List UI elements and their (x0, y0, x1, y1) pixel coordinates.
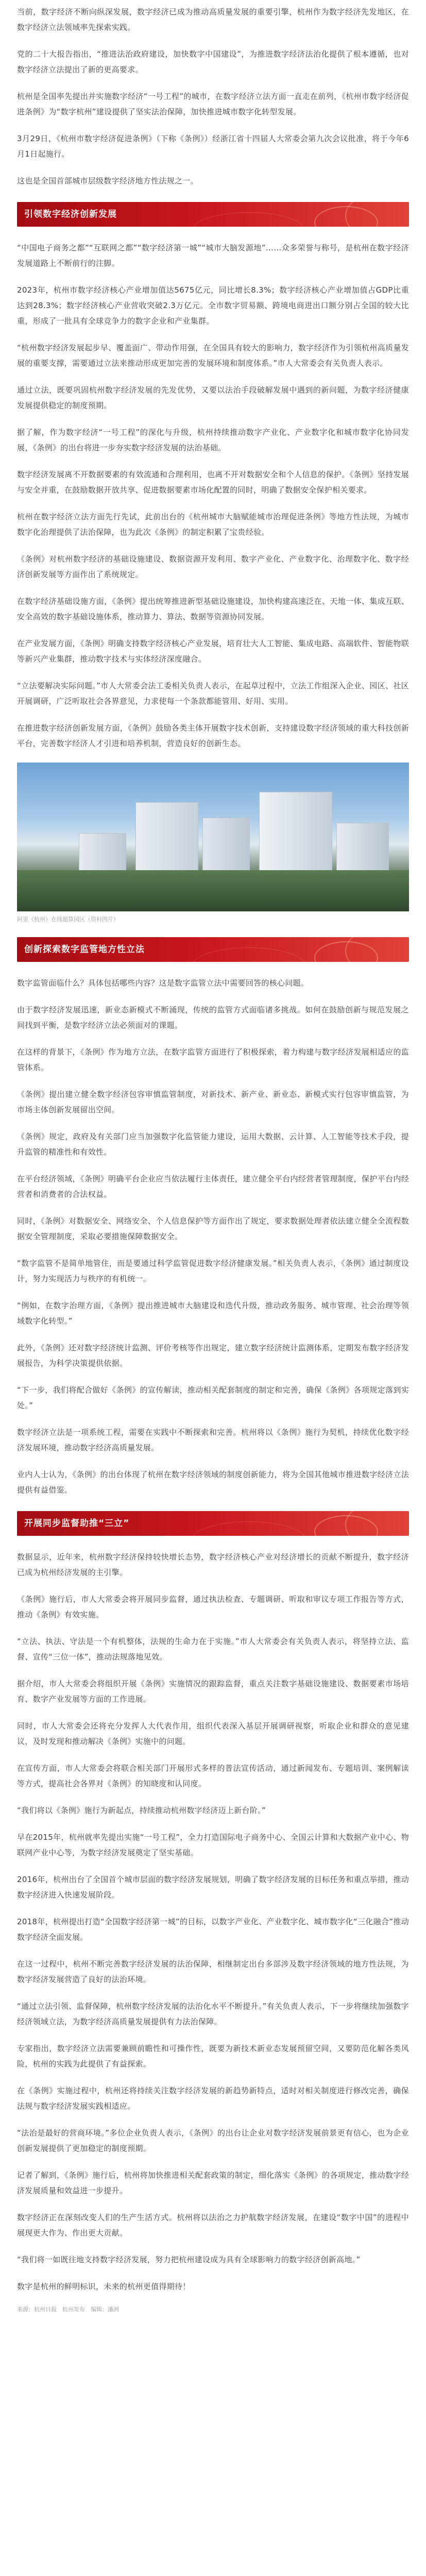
intro-paragraph-2: 党的二十大报告指出，“推进法治政府建设，加快数字中国建设”，为推进数字经济法治化提供了根本遵循，也对数字经济立法提出了新的更高要求。 (17, 49, 409, 74)
section1-paragraph: 在推进数字经济创新发展方面，《条例》鼓励各类主体开展数字技术创新，支持建设数字经济领域的重大科技创新平台，完善数字经济人才引进和培养机制，营造良好的创新生态。 (17, 723, 409, 748)
section2-paragraph: 数字经济立法是一项系统工程，需要在实践中不断探索和完善。杭州将以《条例》施行为契机，持续优化数字经济发展环境，推动数字经济高质量发展。 (17, 1428, 409, 1452)
section2-paragraph: 《条例》提出建立健全数字经济包容审慎监管制度，对新技术、新产业、新业态、新模式实行包容审慎监管，为市场主体创新发展留出空间。 (17, 1090, 409, 1114)
section1-paragraph: “中国电子商务之都”“互联网之都”“数字经济第一城”“城市大脑发源地”……众多荣誉与称号，是杭州在数字经济发展道路上不断前行的注脚。 (17, 243, 409, 268)
intro-paragraph-5: 这也是全国首部城市层级数字经济地方性法规之一。 (17, 176, 198, 185)
banner-decoration (345, 202, 409, 227)
section2-paragraph: 由于数字经济发展迅速，新业态新模式不断涌现，传统的监管方式面临诸多挑战。如何在鼓励创新与规范发展之间找到平衡，是数字经济立法必须面对的课题。 (17, 1005, 409, 1030)
section2-paragraph: 同时，《条例》对数据安全、网络安全、个人信息保护等方面作出了规定，要求数据处理者依法建立健全全流程数据安全管理制度，采取必要措施保障数据安全。 (17, 1216, 409, 1241)
photo-building (135, 802, 198, 880)
section3-paragraph: 专家指出，数字经济立法需要兼顾前瞻性和可操作性，既要为新技术新业态发展预留空间，又要防范化解各类风险，杭州的实践为此提供了有益探索。 (17, 2044, 409, 2069)
section-title-2: 创新探索数字监管地方性立法 (24, 944, 145, 955)
section1-paragraph: 《条例》对杭州数字经济的基础设施建设、数据资源开发利用、数字产业化、产业数字化、治理数字化、数字经济创新发展等方面作出了系统规定。 (17, 554, 409, 579)
section3-paragraph: 2018年，杭州提出打造“全国数字经济第一城”的目标，以数字产业化、产业数字化、城市数字化“三化融合”推动数字经济全面发展。 (17, 1917, 409, 1942)
intro-paragraph-4: 3月29日，《杭州市数字经济促进条例》（下称《条例》）经浙江省十四届人大常委会第九次会议批准，将于今年6月1日起施行。 (17, 134, 409, 159)
section1-paragraph: 杭州在数字经济立法方面先行先试，此前出台的《杭州城市大脑赋能城市治理促进条例》等地方性法规，为城市数字化治理提供了法治保障，也为此次《条例》的制定积累了宝贵经验。 (17, 512, 409, 537)
section2-paragraph: 在这样的背景下，《条例》作为地方立法，在数字监管方面进行了积极探索，着力构建与数字经济发展相适应的监管体系。 (17, 1047, 409, 1072)
section-banner-1 (17, 202, 409, 227)
photo-trees (17, 870, 409, 911)
section1-paragraph: “杭州数字经济发展起步早、覆盖面广、带动作用强，在全国具有较大的影响力，数字经济作为引领杭州高质量发展的重要支撑，需要通过立法来推动形成更加完善的发展环境和制度体系。”市人大常委会有关负责人表示。 (17, 343, 409, 368)
banner-decoration (345, 937, 409, 962)
section1-paragraph: “立法要解决实际问题。”市人大常委会法工委相关负责人表示，在起草过程中，立法工作组深入企业、园区、社区开展调研，广泛听取社会各界意见，力求使每一个条款都能管用、好用、实用。 (17, 681, 409, 706)
section3-paragraph: “我们将一如既往地支持数字经济发展，努力把杭州建设成为具有全球影响力的数字经济创新高地。” (17, 2255, 361, 2264)
banner-decoration (192, 947, 306, 962)
section2-paragraph: “数字监管不是简单地管住，而是要通过科学监管促进数字经济健康发展。”相关负责人表示，《条例》通过制度设计，努力实现活力与秩序的有机统一。 (17, 1259, 409, 1283)
section-banner-3 (17, 1511, 409, 1536)
section3-paragraph: “立法、执法、守法是一个有机整体，法规的生命力在于实施。”市人大常委会有关负责人表示，将坚持立法、监督、宣传“三位一体”，推动法规落地见效。 (17, 1637, 409, 1662)
photo-caption: 阿里（杭州）在线超算园区（资料图片） (17, 916, 119, 923)
section3-paragraph: 早在2015年，杭州就率先提出实施“一号工程”，全力打造国际电子商务中心、全国云计算和大数据产业中心、物联网产业中心等，为数字经济发展奠定了坚实基础。 (17, 1833, 409, 1857)
section3-paragraph: 据介绍，市人大常委会将组织开展《条例》实施情况的跟踪监督，重点关注数字基础设施建设、数据要素市场培育、数字产业发展等方面的工作进展。 (17, 1679, 409, 1704)
article-source: 来源：杭州日报 杭州发布 编辑：潘洲 (17, 2306, 119, 2313)
photo-building (259, 792, 332, 880)
section2-paragraph: “下一步，我们将配合做好《条例》的宣传解读，推动相关配套制度的制定和完善，确保《条例》各项规定落到实处。” (17, 1385, 409, 1410)
section1-paragraph: 据了解，作为数字经济“一号工程”的深化与升级，杭州持续推动数字产业化、产业数字化和城市数字化协同发展，《条例》的出台将进一步夯实数字经济发展的法治基础。 (17, 428, 409, 452)
section3-paragraph: 2016年，杭州出台了全国首个城市层面的数字经济发展规划，明确了数字经济发展的目标任务和重点举措，推动数字经济进入快速发展阶段。 (17, 1875, 409, 1900)
section-title-1: 引领数字经济创新发展 (24, 209, 117, 219)
campus-photo (17, 762, 409, 911)
section2-paragraph: 数字监管面临什么？具体包括哪些内容？这是数字监管立法中需要回答的核心问题。 (17, 978, 309, 988)
article-body (0, 4, 426, 2314)
section1-paragraph: 通过立法，既要巩固杭州数字经济发展的先发优势，又要以法治手段破解发展中遇到的新问题，为数字经济健康发展提供稳定的制度预期。 (17, 385, 409, 410)
section3-paragraph: 数字经济正在深刻改变人们的生产生活方式。杭州将以法治之力护航数字经济发展，在建设“数字中国”的进程中展现更大作为、作出更大贡献。 (17, 2213, 409, 2238)
section2-paragraph: “例如，在数字治理方面，《条例》提出推进城市大脑建设和迭代升级，推动政务服务、城市管理、社会治理等领域数字化转型。” (17, 1301, 409, 1326)
section1-paragraph: 在产业发展方面，《条例》明确支持数字经济核心产业发展，培育壮大人工智能、集成电路、高端软件、智能物联等新兴产业集群，推动数字技术与实体经济深度融合。 (17, 639, 409, 664)
section3-paragraph: 在《条例》实施过程中，杭州还将持续关注数字经济发展的新趋势新特点，适时对相关制度进行修改完善，确保法规与数字经济发展实践相适应。 (17, 2086, 409, 2111)
banner-decoration (192, 212, 306, 227)
section2-paragraph: 此外，《条例》还对数字经济统计监测、评价考核等作出规定，建立数字经济统计监测体系，定期发布数字经济发展报告，为科学决策提供依据。 (17, 1343, 409, 1368)
section3-paragraph: “法治是最好的营商环境。”多位企业负责人表示，《条例》的出台让企业对数字经济发展前景更有信心，也为企业创新发展提供了更加稳定的制度预期。 (17, 2128, 409, 2153)
section3-paragraph: 在这一过程中，杭州不断完善数字经济发展的法治保障，相继制定出台多部涉及数字经济领域的地方性法规，为数字经济发展营造了良好的法治环境。 (17, 1959, 409, 1984)
banner-decoration (192, 1521, 306, 1536)
section2-paragraph: 在平台经济领域，《条例》明确平台企业应当依法履行主体责任，建立健全平台内经营者管理制度，保护平台内经营者和消费者的合法权益。 (17, 1174, 409, 1199)
section2-paragraph: 业内人士认为，《条例》的出台体现了杭州在数字经济领域的制度创新能力，将为全国其他城市推进数字经济立法提供有益借鉴。 (17, 1470, 409, 1495)
section3-paragraph: “通过立法引领、监督保障，杭州数字经济发展的法治化水平不断提升。”有关负责人表示，下一步将继续加强数字经济领域立法，为数字经济高质量发展提供有力法治保障。 (17, 2002, 409, 2026)
intro-paragraph-1: 当前，数字经济不断向纵深发展，数字经济已成为推动高质量发展的重要引擎，杭州作为数字经济先发地区，在数字经济立法领域率先探索实践。 (17, 7, 409, 32)
section1-paragraph: 在数字经济基础设施方面，《条例》提出统筹推进新型基础设施建设，加快构建高速泛在、天地一体、集成互联、安全高效的数字基础设施体系，推动算力、算法、数据等资源协同发展。 (17, 597, 409, 621)
section3-paragraph: 记者了解到，《条例》施行后，杭州将加快推进相关配套政策的制定，细化落实《条例》的各项规定，推动数字经济发展质量和效益进一步提升。 (17, 2171, 409, 2195)
section3-paragraph: 《条例》施行后，市人大常委会将开展同步监督，通过执法检查、专题调研、听取和审议专项工作报告等方式，推动《条例》有效实施。 (17, 1595, 409, 1619)
section3-paragraph: 在宣传方面，市人大常委会将联合相关部门开展形式多样的普法宣传活动，通过新闻发布、专题培训、案例解读等方式，提高社会各界对《条例》的知晓度和认同度。 (17, 1764, 409, 1788)
section2-paragraph: 《条例》规定，政府及有关部门应当加强数字化监管能力建设，运用大数据、云计算、人工智能等技术手段，提升监管的精准性和有效性。 (17, 1132, 409, 1157)
section-banner-2 (17, 937, 409, 962)
banner-decoration (345, 1511, 409, 1536)
section-title-3: 开展同步监督助推“三立” (24, 1518, 130, 1529)
section3-paragraph: “我们将以《条例》施行为新起点，持续推动杭州数字经济迈上新台阶。” (17, 1806, 266, 1815)
section3-closing-line: 数字是杭州的鲜明标识，未来的杭州更值得期待！ (17, 2282, 191, 2291)
section3-paragraph: 数据显示，近年来，杭州数字经济保持较快增长态势，数字经济核心产业对经济增长的贡献不断提升，数字经济已成为杭州经济发展的主引擎。 (17, 1552, 409, 1577)
intro-paragraph-3: 杭州是全国率先提出并实施数字经济“一号工程”的城市，在数字经济立法方面一直走在前列，《杭州市数字经济促进条例》为“数字杭州”建设提供了坚实法治保障，加快推进城市数字化转型发展。 (17, 92, 409, 116)
section3-paragraph: 同时，市人大常委会还将充分发挥人大代表作用，组织代表深入基层开展调研视察，听取企业和群众的意见建议，及时发现和推动解决《条例》实施中的问题。 (17, 1721, 409, 1746)
section1-paragraph: 数字经济发展离不开数据要素的有效流通和合理利用，也离不开对数据安全和个人信息的保护。《条例》坚持发展与安全并重，在鼓励数据开放共享、促进数据要素市场化配置的同时，明确了数据安全保护相关要求。 (17, 470, 409, 495)
section1-paragraph: 2023年，杭州市数字经济核心产业增加值达5675亿元，同比增长8.3%；数字经济核心产业增加值占GDP比重达到28.3%；数字经济核心产业营收突破2.3万亿元。全市数字贸易额、跨境电商进出口额分别占全国的较大比重，形成了一批具有全球竞争力的数字企业和产业集群。 (17, 285, 409, 326)
